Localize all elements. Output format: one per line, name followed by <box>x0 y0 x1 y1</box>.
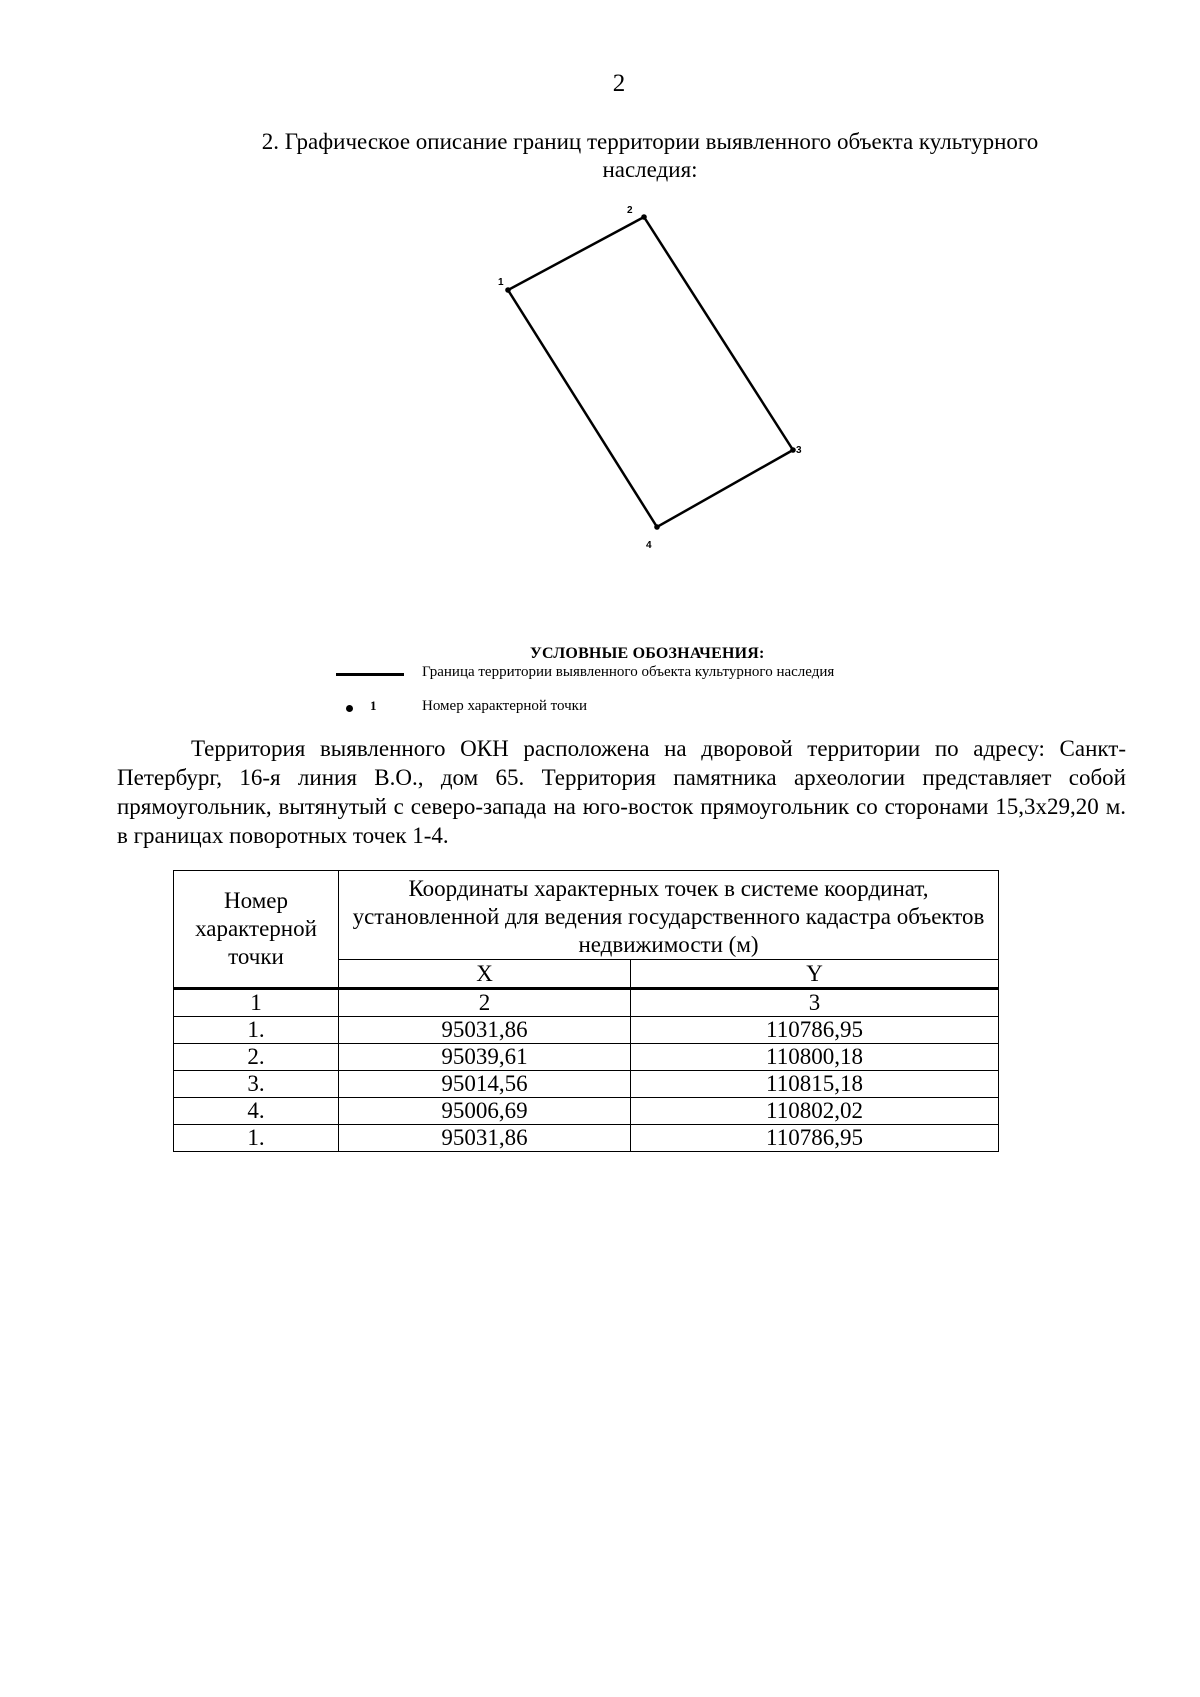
column-number-3: 3 <box>631 989 999 1017</box>
cell-point: 4. <box>174 1098 339 1125</box>
point-marker-4 <box>654 524 660 530</box>
legend-line-symbol <box>336 663 404 685</box>
point-label-3: 3 <box>796 445 802 456</box>
point-label-4: 4 <box>646 540 652 551</box>
point-label-2: 2 <box>627 205 633 216</box>
table-row <box>174 1017 999 1044</box>
cell-x: 95039,61 <box>339 1044 631 1071</box>
cell-x: 95014,56 <box>339 1071 631 1098</box>
table-row <box>174 1071 999 1098</box>
legend-dot <box>346 705 353 712</box>
cell-x: 95031,86 <box>339 1125 631 1152</box>
table-row <box>174 1098 999 1125</box>
description-paragraph: Территория выявленного ОКН расположена на дворовой территории по адресу: Санкт-Петербург, 16-я линия В.О., дом 65. Территория памятника археологии представляет собой прямоугольник, вытянутый с северо-запада на юго-восток прямоугольник со сторонами 15,3х29,20 м. в границах поворотных точек 1-4. <box>117 736 1126 848</box>
column-number-2: 2 <box>339 989 631 1017</box>
cell-y: 110786,95 <box>631 1125 999 1152</box>
legend-dot-number: 1 <box>370 698 377 713</box>
page-number: 2 <box>612 70 626 97</box>
cell-y: 110802,02 <box>631 1098 999 1125</box>
header-y: Y <box>631 960 999 989</box>
cell-point: 1. <box>174 1125 339 1152</box>
boundary-polygon <box>508 217 793 527</box>
legend-point-symbol <box>336 697 404 719</box>
table-row <box>174 1044 999 1071</box>
point-label-1: 1 <box>498 277 504 288</box>
cell-y: 110800,18 <box>631 1044 999 1071</box>
table-row <box>174 1125 999 1152</box>
header-point-number: Номер характерной точки <box>174 871 339 989</box>
legend-title: УСЛОВНЫЕ ОБОЗНАЧЕНИЯ: <box>530 645 765 662</box>
cell-point: 2. <box>174 1044 339 1071</box>
cell-x: 95031,86 <box>339 1017 631 1044</box>
cell-x: 95006,69 <box>339 1098 631 1125</box>
cell-point: 1. <box>174 1017 339 1044</box>
legend-line <box>336 673 404 676</box>
section-title: 2. Графическое описание границ территории выявленного объекта культурного наследия: <box>261 129 1039 182</box>
column-number-1: 1 <box>174 989 339 1017</box>
cell-y: 110815,18 <box>631 1071 999 1098</box>
header-x: X <box>339 960 631 989</box>
legend-boundary-text: Граница территории выявленного объекта культурного наследия <box>422 664 835 680</box>
point-marker-2 <box>641 214 647 220</box>
legend-point-text: Номер характерной точки <box>422 698 587 714</box>
boundary-diagram-svg <box>480 205 840 595</box>
point-marker-3 <box>790 447 796 453</box>
header-coordinates: Координаты характерных точек в системе координат, установленной для ведения государственного кадастра объектов недвижимости (м) <box>339 871 999 960</box>
cell-point: 3. <box>174 1071 339 1098</box>
point-marker-1 <box>505 287 511 293</box>
table-header-row <box>174 871 999 960</box>
boundary-diagram <box>480 205 840 595</box>
cell-y: 110786,95 <box>631 1017 999 1044</box>
coordinates-table <box>173 870 999 1152</box>
table-column-numbers-row <box>174 989 999 1017</box>
